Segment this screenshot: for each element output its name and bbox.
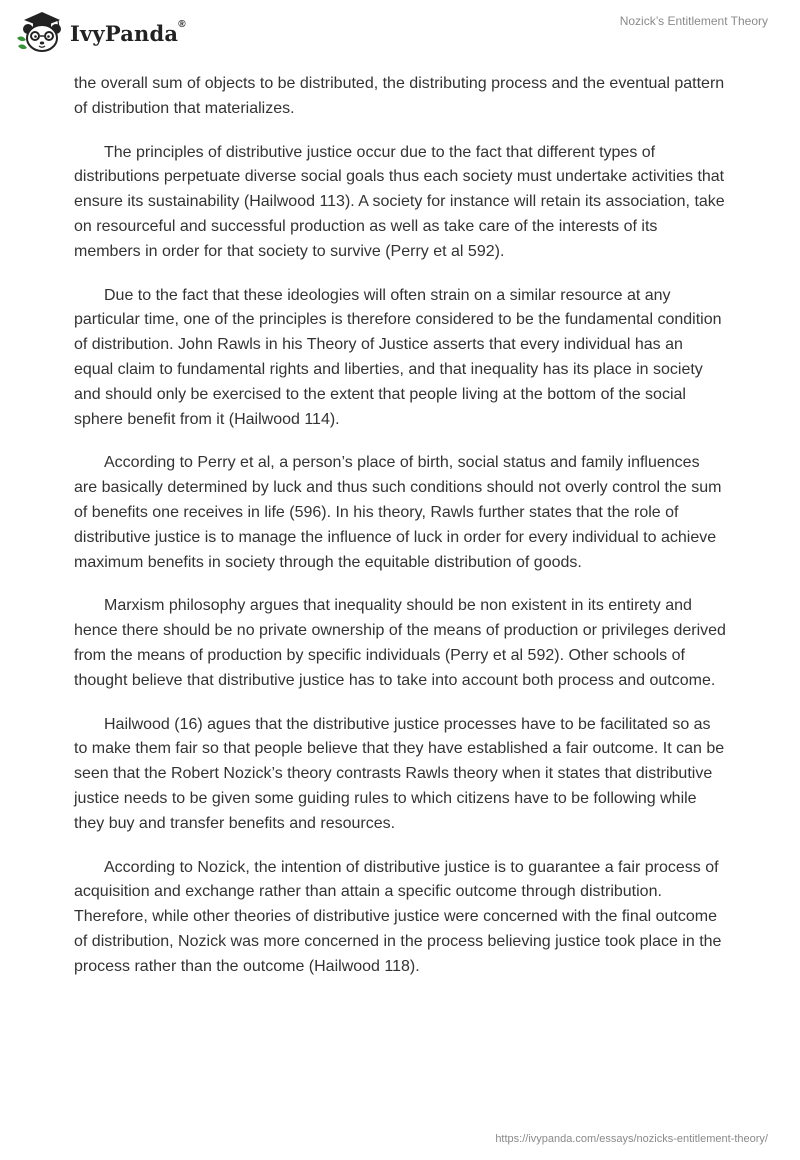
paragraph: The principles of distributive justice occur due to the fact that different types of distributions perpetuate diverse social goals thus each society must undertake activities that ensure its sustainability (Hailwood 113). A society for instance will retain its association, take on resourceful and successful production as well as take care of the interests of its members in order for that society to survive (Perry et al 592). bbox=[74, 143, 725, 260]
paragraph: Due to the fact that these ideologies will often strain on a similar resource at any particular time, one of the principles is therefore considered to be the fundamental condition of distribution. John Rawls in his Theory of Justice asserts that every individual has an equal claim to fundamental rights and liberties, and that inequality has its place in society and should only be exercised to the extent that people living at the bottom of the social sphere benefit from it (Hailwood 114). bbox=[74, 286, 722, 428]
paragraph: Marxism philosophy argues that inequality should be non existent in its entirety and hence there should be no private ownership of the means of production or privileges derived from the means of production by specific individuals (Perry et al 592). Other schools of thought believe that distributive justice has to take into account both process and outcome. bbox=[74, 597, 726, 689]
source-url-link[interactable]: https://ivypanda.com/essays/nozicks-entitlement-theory/ bbox=[495, 1133, 768, 1145]
panda-graduate-icon bbox=[14, 8, 66, 54]
paragraph: Hailwood (16) agues that the distributive justice processes have to be facilitated so as to make them fair so that people believe that they have established a fair outcome. It can be seen that the Robert Nozick’s theory contrasts Rawls theory when it states that distributive justice needs to be given some guiding rules to which citizens have to be following while they buy and transfer benefits and resources. bbox=[74, 715, 725, 832]
ivypanda-logo[interactable] bbox=[14, 8, 186, 54]
document-title: Nozick’s Entitlement Theory bbox=[619, 14, 768, 28]
paragraph: According to Nozick, the intention of distributive justice is to guarantee a fair process of acquisition and exchange rather than attain a specific outcome through distribution. Therefore, while other theories of distributive justice were concerned with the final outcome of distribution, Nozick was more concerned in the process believing justice took place in the process rather than the outcome (Hailwood 118). bbox=[74, 858, 722, 975]
paragraph-continuation: the overall sum of objects to be distributed, the distributing process and the eventual pattern of distribution that materializes. bbox=[74, 75, 725, 117]
page-header bbox=[0, 0, 800, 60]
paragraph: According to Perry et al, a person’s place of birth, social status and family influences are basically determined by luck and thus such conditions should not overly control the sum of benefits one receives in life (596). In his theory, Rawls further states that the role of distributive justice is to manage the influence of luck in order for every individual to achieve maximum benefits in society through the equitable distribution of goods. bbox=[74, 454, 722, 571]
essay-body bbox=[74, 72, 726, 999]
logo-text: IvyPanda® bbox=[70, 18, 186, 46]
